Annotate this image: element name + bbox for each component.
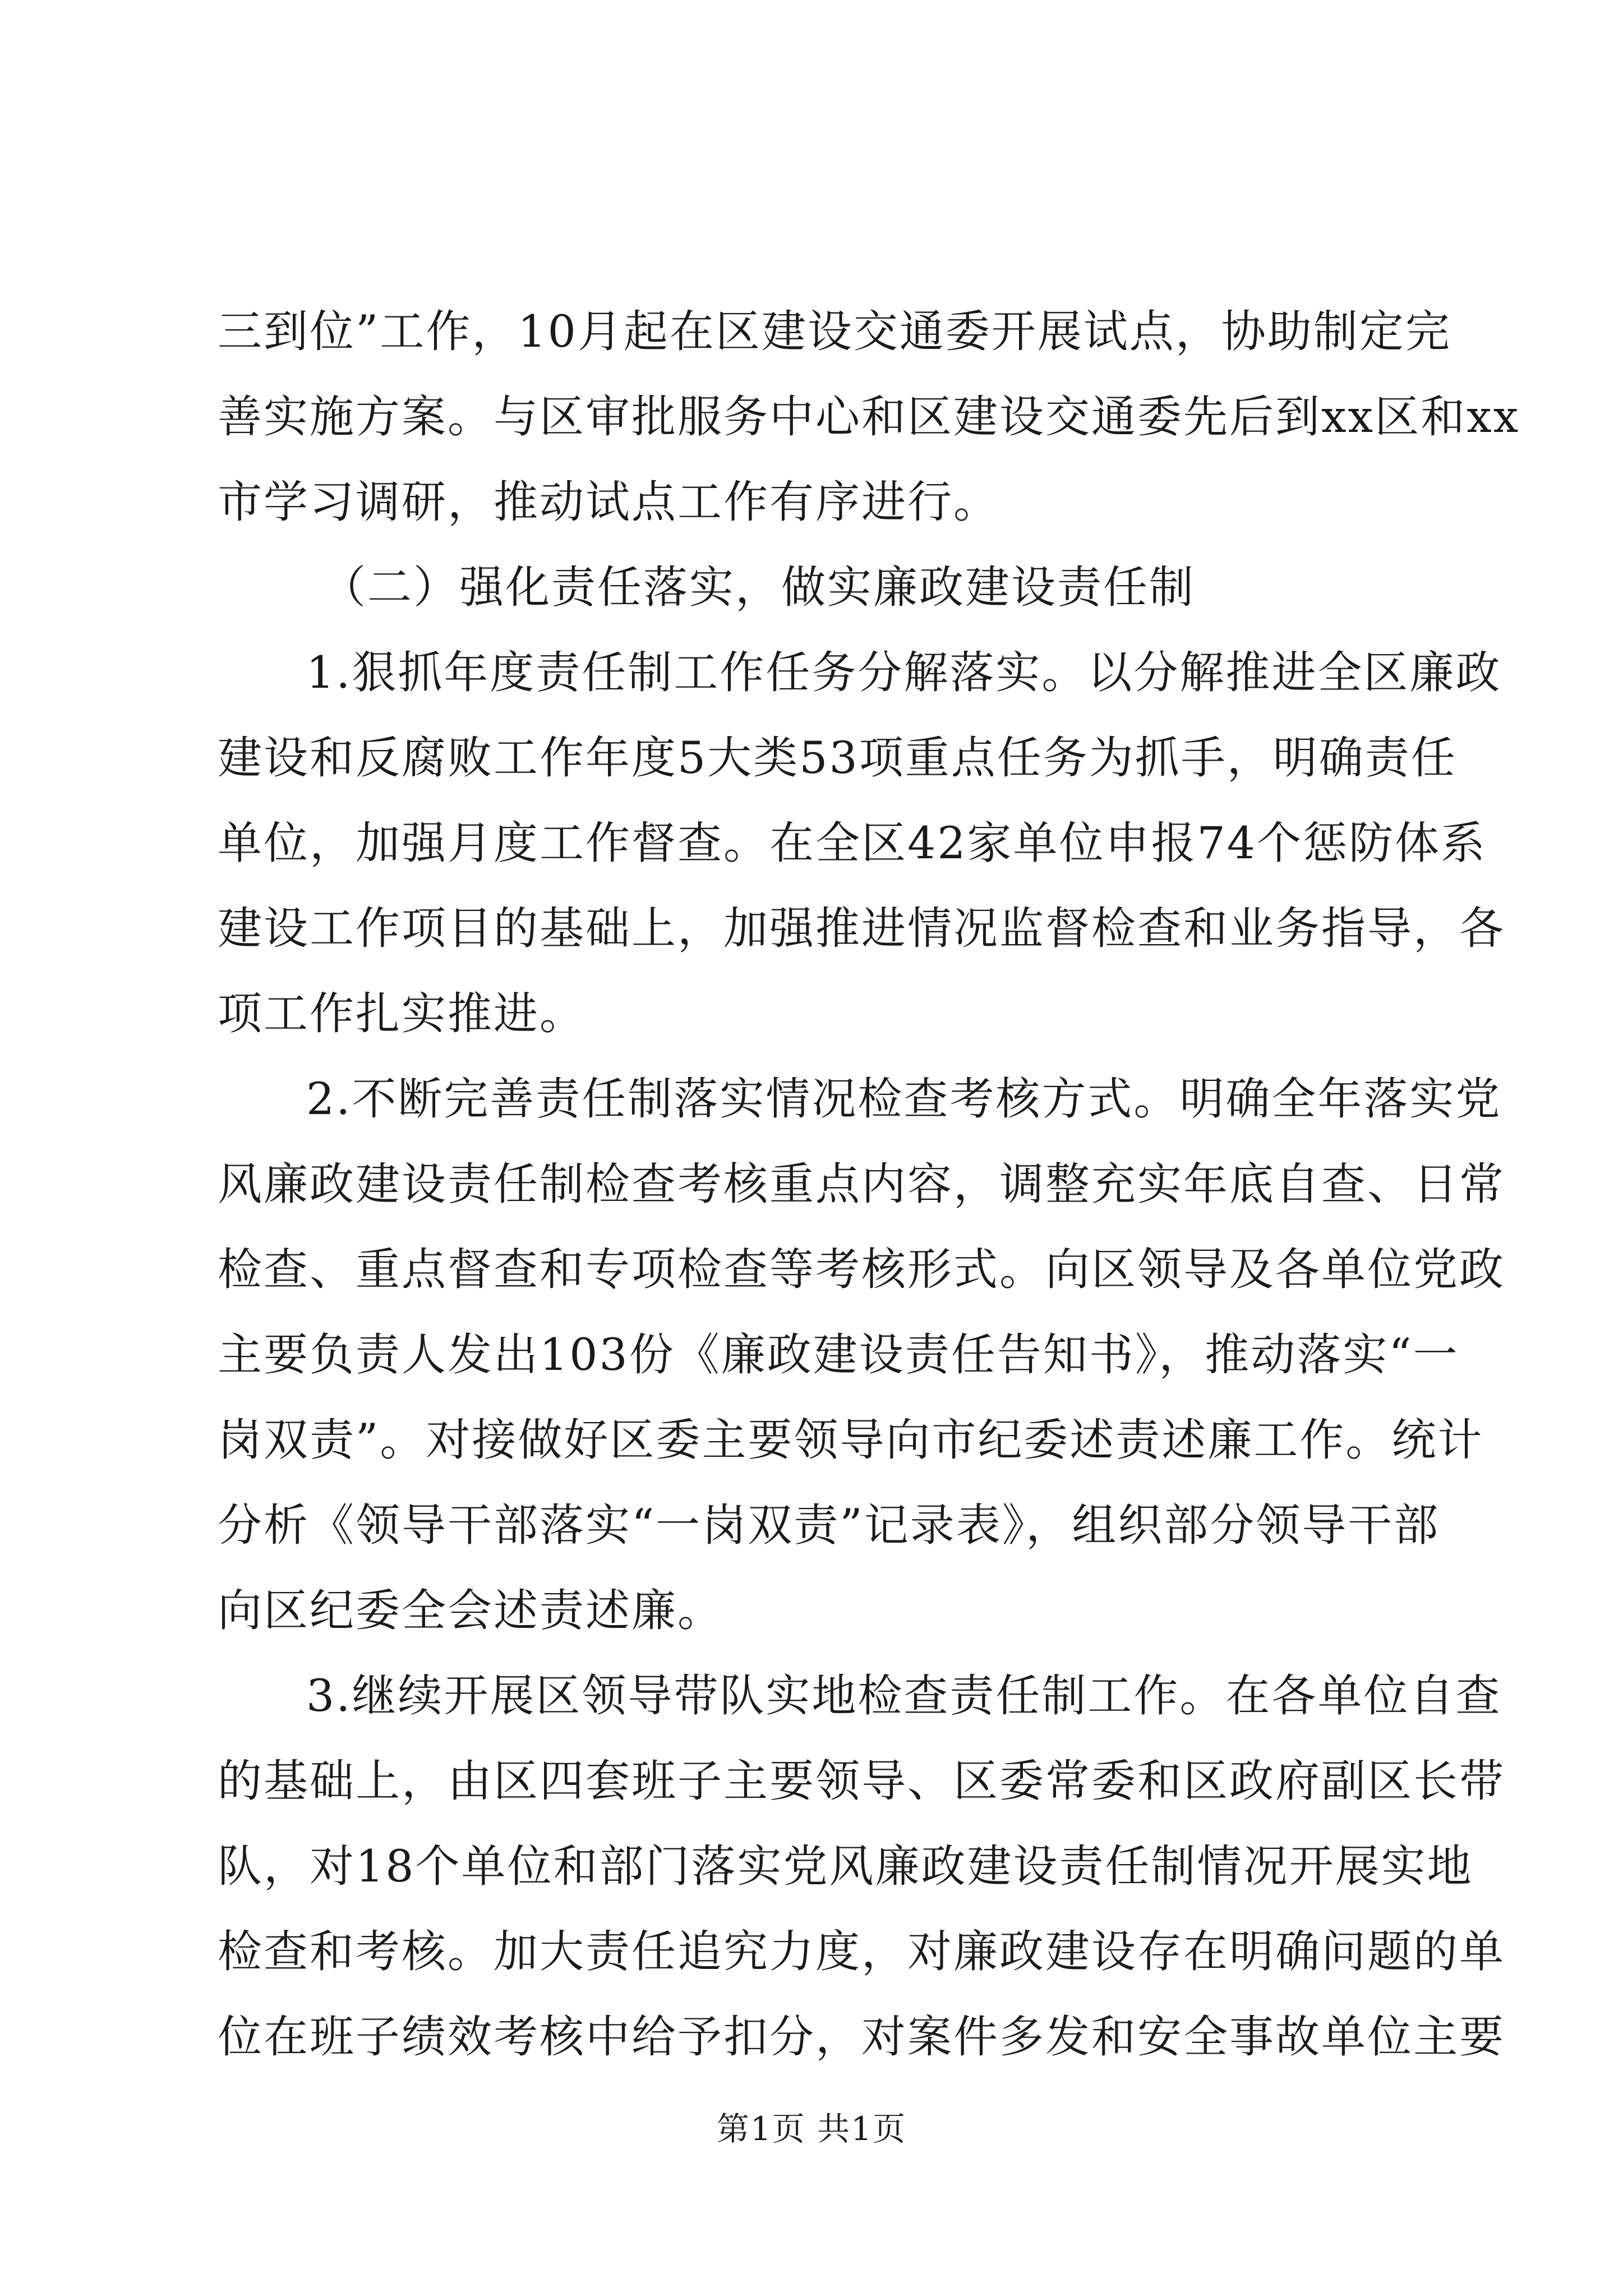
body-line: 分析《领导干部落实“一岗双责”记录表》，组织部分领导干部 bbox=[218, 1499, 1440, 1551]
body-line: 向区纪委全会述责述廉。 bbox=[218, 1585, 723, 1636]
body-line: 的基础上，由区四套班子主要领导、区委常委和区政府副区长带 bbox=[218, 1755, 1505, 1807]
body-line: 主要负责人发出103份《廉政建设责任告知书》，推动落实“一 bbox=[218, 1329, 1459, 1381]
body-line: 市学习调研，推动试点工作有序进行。 bbox=[218, 476, 999, 528]
body-line: 岗双责”。对接做好区委主要领导向市纪委述责述廉工作。统计 bbox=[218, 1414, 1484, 1466]
body-line: 建设和反腐败工作年度5大类53项重点任务为抓手，明确责任 bbox=[218, 732, 1457, 784]
body-line: 检查、重点督查和专项检查等考核形式。向区领导及各单位党政 bbox=[218, 1244, 1505, 1295]
body-line: 位在班子绩效考核中给予扣分，对案件多发和安全事故单位主要 bbox=[218, 2011, 1505, 2063]
body-line: 三到位”工作，10月起在区建设交通委开展试点，协助制定完 bbox=[218, 306, 1451, 357]
body-line: 善实施方案。与区审批服务中心和区建设交通委先后到xx区和xx bbox=[218, 391, 1520, 443]
paragraph-first-line: 2.不断完善责任制落实情况检查考核方式。明确全年落实党 bbox=[306, 1073, 1502, 1125]
paragraph-first-line: 3.继续开展区领导带队实地检查责任制工作。在各单位自查 bbox=[306, 1670, 1502, 1722]
body-line: 检查和考核。加大责任追究力度，对廉政建设存在明确问题的单 bbox=[218, 1926, 1505, 1977]
body-line: 风廉政建设责任制检查考核重点内容，调整充实年底自查、日常 bbox=[218, 1158, 1505, 1210]
body-line: 单位，加强月度工作督查。在全区42家单位申报74个惩防体系 bbox=[218, 817, 1487, 869]
document-body bbox=[218, 289, 1520, 2079]
paragraph-first-line: 1.狠抓年度责任制工作任务分解落实。以分解推进全区廉政 bbox=[306, 647, 1502, 698]
body-line: 项工作扎实推进。 bbox=[218, 988, 585, 1039]
body-line: 队，对18个单位和部门落实党风廉政建设责任制情况开展实地 bbox=[218, 1841, 1473, 1892]
section-heading: （二）强化责任落实，做实廉政建设责任制 bbox=[321, 562, 1195, 613]
page-footer: 第1页 共1页 bbox=[716, 2110, 907, 2148]
body-line: 建设工作项目的基础上，加强推进情况监督检查和业务指导，各 bbox=[218, 903, 1505, 954]
